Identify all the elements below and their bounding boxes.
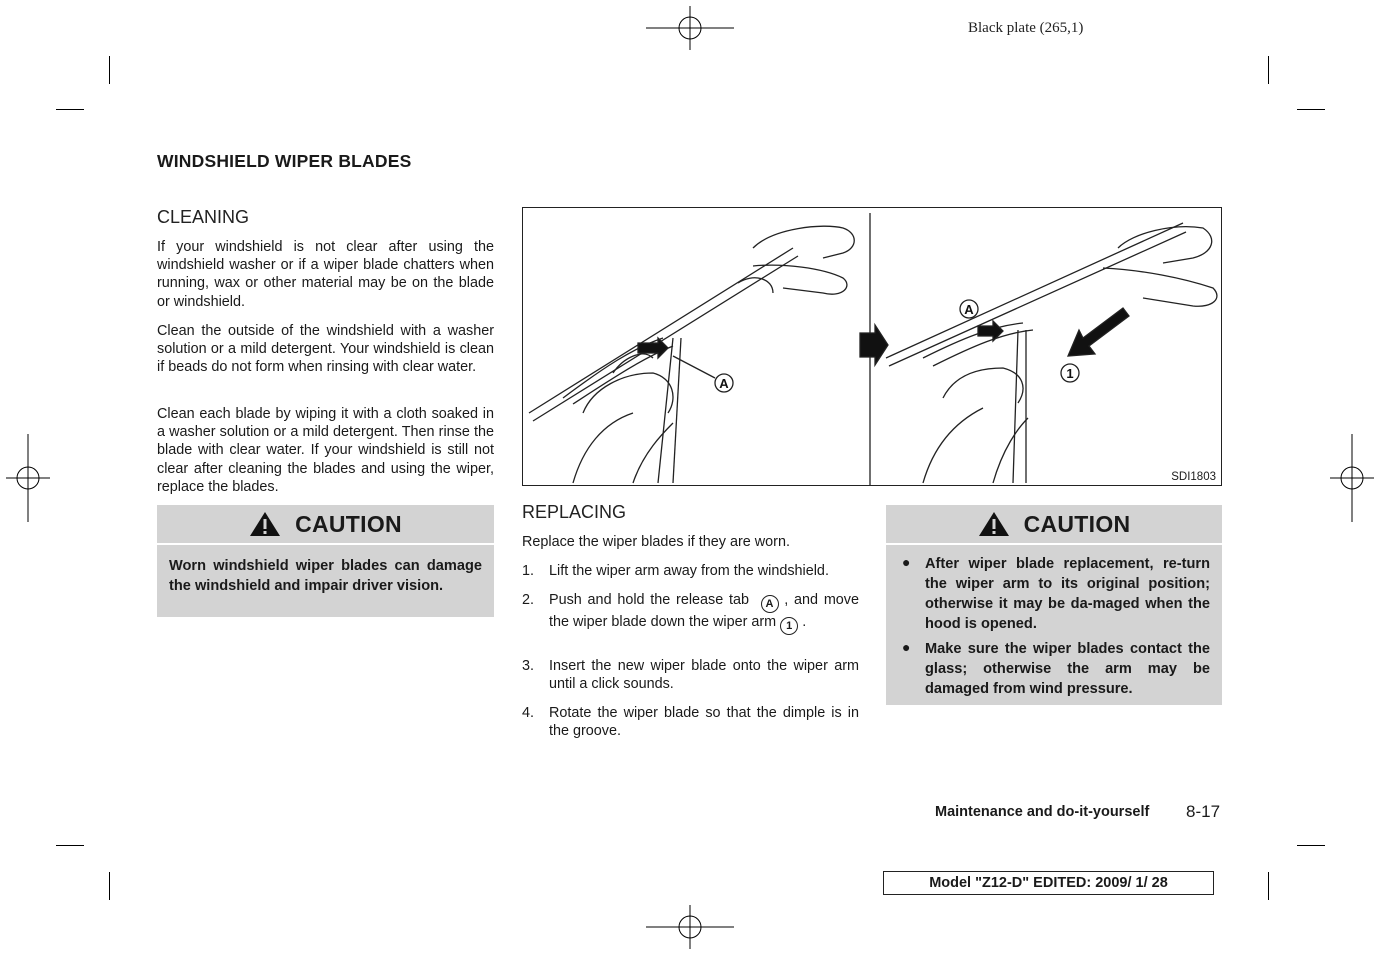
figure-code: SDI1803 (1171, 471, 1216, 483)
replacing-intro: Replace the wiper blades if they are worn. (522, 534, 790, 550)
caution-box-left (157, 505, 494, 617)
caution-bullets (886, 545, 1222, 699)
footer-section: Maintenance and do-it-yourself (935, 804, 1150, 820)
cleaning-paragraph-3: Clean each blade by wiping it with a cloth soaked in a washer solution or a mild detergent. Then rinse the blade with clear water. If your windshield is still not clear after cleaning the blades and using the wiper, replace the blades. (157, 406, 494, 495)
wiper-illustration (522, 207, 1222, 486)
figure-label-1: 1 (1066, 366, 1074, 381)
step-number: 2. (522, 592, 535, 608)
caution-bullet-text: After wiper blade replacement, re-turn the wiper arm to its original position; otherwise it may be da-maged when the hood is opened. (925, 556, 1210, 632)
section-title: WINDSHIELD WIPER BLADES (157, 151, 412, 171)
step-number: 4. (522, 705, 535, 721)
caution-text: Worn windshield wiper blades can damage the windshield and impair driver vision. (169, 558, 482, 594)
list-item (898, 554, 1210, 634)
cleaning-paragraph-2: Clean the outside of the windshield with a washer solution or a mild detergent. Your windshield is clean if beads do not form when rinsing with clear water. (157, 323, 494, 376)
model-edited-box: Model "Z12-D" EDITED: 2009/ 1/ 28 (883, 871, 1214, 895)
warning-icon (978, 511, 1010, 537)
caution-title: CAUTION (1023, 510, 1131, 537)
caution-title: CAUTION (295, 510, 402, 537)
caution-box-right (886, 505, 1222, 705)
label-a-marker: A (761, 595, 779, 613)
caution-header (886, 505, 1222, 545)
warning-icon (249, 511, 281, 537)
list-item (898, 639, 1210, 699)
caution-header (157, 505, 494, 545)
bullet-icon: ● (902, 639, 911, 655)
caution-bullet-text: Make sure the wiper blades contact the glass; otherwise the arm may be damaged from wind pressure. (925, 641, 1210, 697)
plate-label: Black plate (265,1) (968, 20, 1084, 36)
figure-label-a-right: A (964, 302, 974, 317)
replacing-steps (522, 562, 859, 752)
figure-label-a: A (719, 376, 729, 391)
wiper-drawing (523, 208, 1221, 485)
step-number: 1. (522, 563, 535, 579)
cleaning-paragraph-1: If your windshield is not clear after using the windshield washer or if a wiper blade chatters when running, wax or other material may be on the blade or windshield. (157, 239, 494, 310)
bullet-icon: ● (902, 554, 911, 570)
step-text: Push and hold the release tab A , and move the wiper blade down the wiper arm 1 . (549, 591, 859, 635)
page-number: 8-17 (1186, 802, 1221, 821)
step-number: 3. (522, 658, 535, 674)
step-text: Insert the new wiper blade onto the wiper arm until a click sounds. (549, 658, 859, 693)
step-text: Lift the wiper arm away from the windshield. (549, 563, 829, 579)
step-text: Rotate the wiper blade so that the dimple is in the groove. (549, 705, 859, 740)
label-1-marker: 1 (780, 617, 798, 635)
replacing-heading: REPLACING (522, 502, 627, 522)
cleaning-heading: CLEANING (157, 207, 250, 227)
